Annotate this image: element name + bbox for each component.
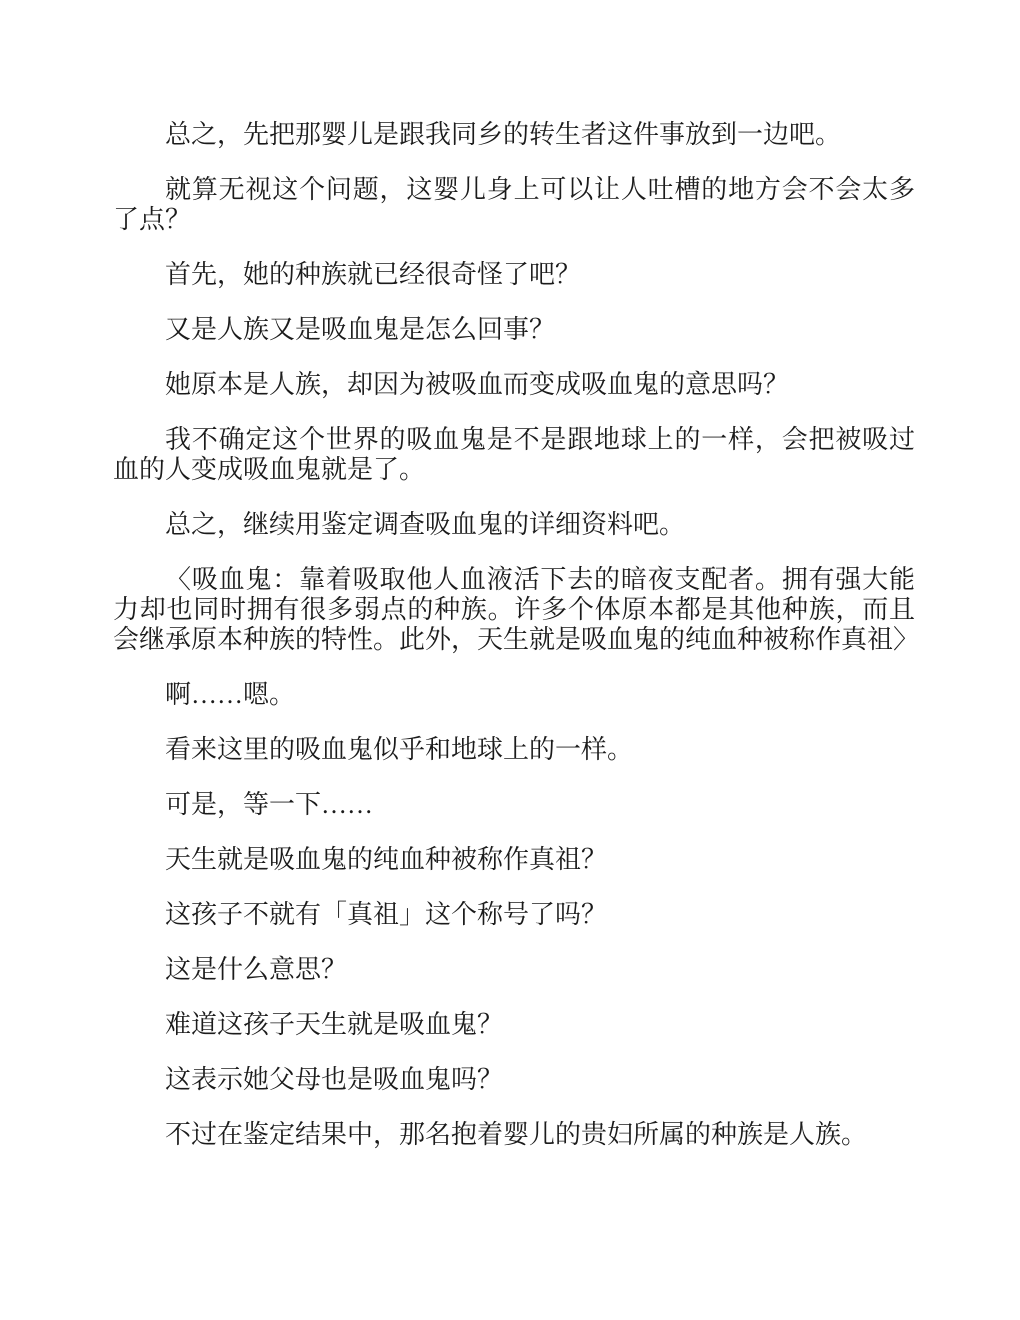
paragraph: 啊……嗯。	[165, 680, 296, 709]
paragraph: 可是，等一下……	[165, 790, 374, 819]
paragraph: 难道这孩子天生就是吸血鬼？	[165, 1010, 504, 1039]
paragraph: 这表示她父母也是吸血鬼吗？	[165, 1065, 504, 1094]
paragraph: 这是什么意思？	[165, 955, 348, 984]
paragraph: 天生就是吸血鬼的纯血种被称作真祖？	[165, 845, 608, 874]
paragraph: 〈吸血鬼：靠着吸取他人血液活下去的暗夜支配者。拥有强大能力却也同时拥有很多弱点的种族。许多个体原本都是其他种族，而且会继承原本种族的特性。此外，天生就是吸血鬼的纯血种被称作真祖〉	[113, 565, 920, 654]
novel-text-block	[113, 120, 920, 1175]
paragraph: 她原本是人族，却因为被吸血而变成吸血鬼的意思吗？	[165, 370, 790, 399]
paragraph: 总之，继续用鉴定调查吸血鬼的详细资料吧。	[165, 510, 686, 539]
paragraph: 又是人族又是吸血鬼是怎么回事？	[165, 315, 556, 344]
paragraph: 这孩子不就有「真祖」这个称号了吗？	[165, 900, 608, 929]
paragraph: 就算无视这个问题，这婴儿身上可以让人吐槽的地方会不会太多了点？	[113, 175, 915, 234]
paragraph: 我不确定这个世界的吸血鬼是不是跟地球上的一样，会把被吸过血的人变成吸血鬼就是了。	[113, 425, 915, 484]
paragraph: 首先，她的种族就已经很奇怪了吧？	[165, 260, 582, 289]
paragraph: 不过在鉴定结果中，那名抱着婴儿的贵妇所属的种族是人族。	[165, 1120, 868, 1149]
paragraph: 看来这里的吸血鬼似乎和地球上的一样。	[165, 735, 634, 764]
paragraph: 总之，先把那婴儿是跟我同乡的转生者这件事放到一边吧。	[165, 120, 842, 149]
